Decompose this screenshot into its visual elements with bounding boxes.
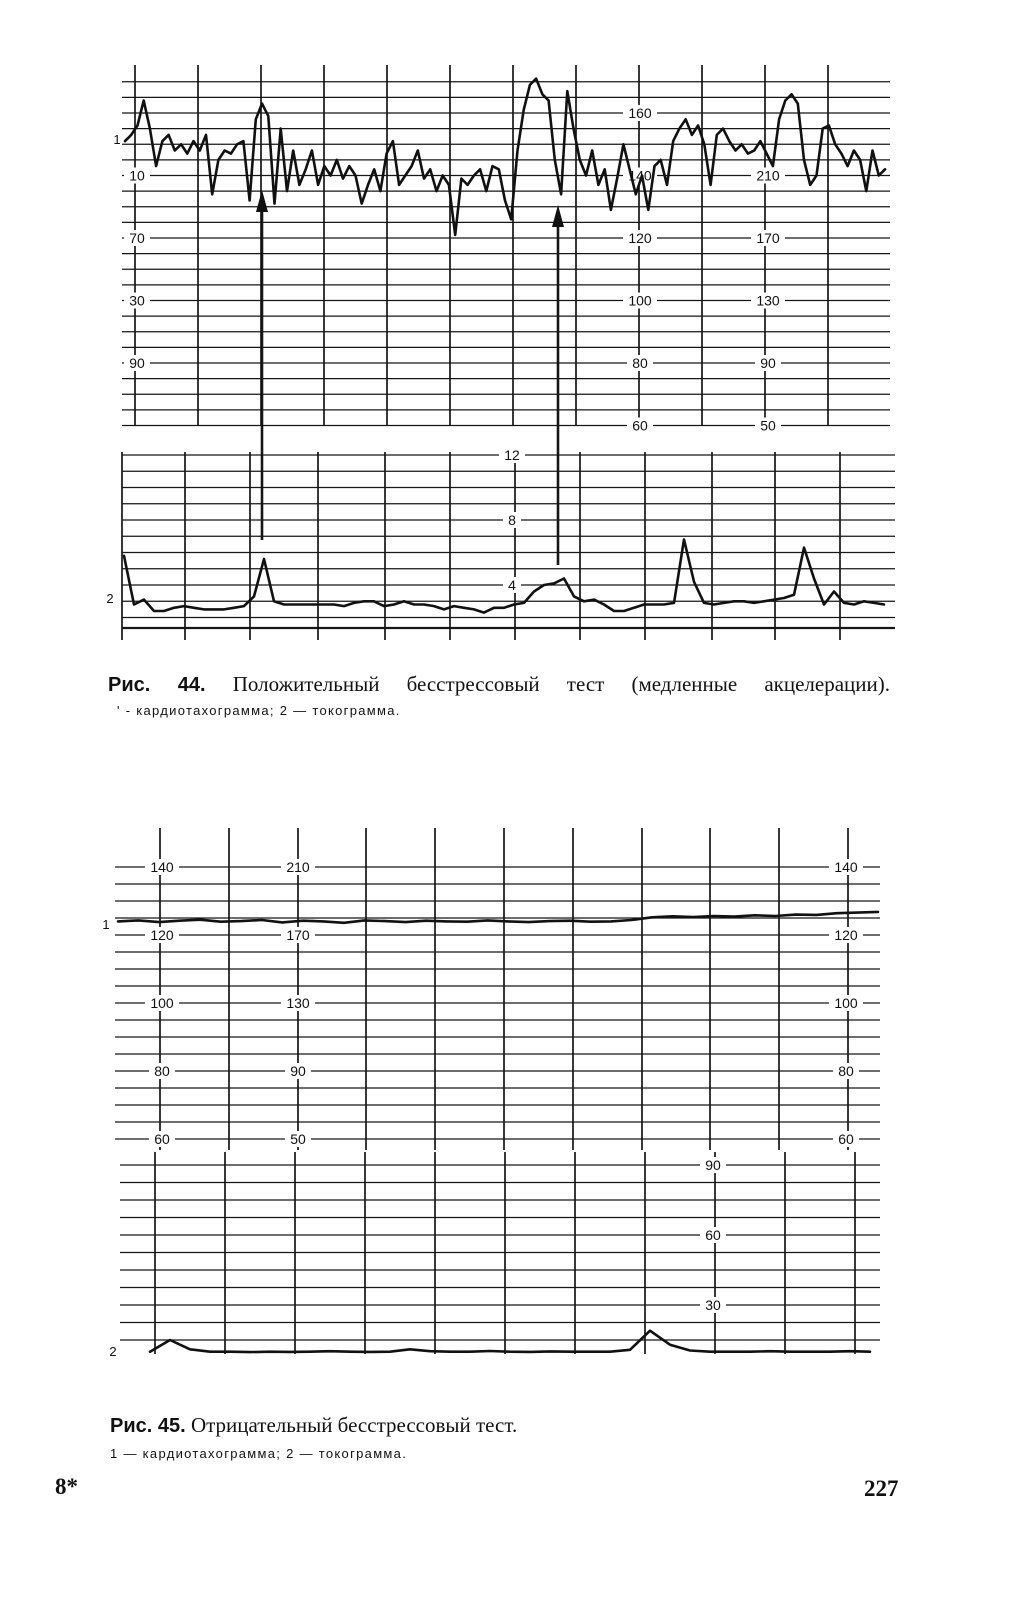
arrow-head <box>256 190 268 212</box>
series-label: 2 <box>109 1344 117 1359</box>
tick-label: 160 <box>628 105 652 121</box>
tick-label: 90 <box>290 1063 306 1079</box>
trace-line <box>125 79 885 235</box>
figure-45-caption-text: Отрицательный бесстрессовый тест. <box>190 1413 518 1437</box>
tick-label: 80 <box>632 355 648 371</box>
tick-label: 140 <box>834 859 858 875</box>
tick-label: 100 <box>834 995 858 1011</box>
tick-label: 120 <box>834 927 858 943</box>
tick-label: 210 <box>756 167 780 184</box>
tick-label: 4 <box>508 577 516 593</box>
tick-label: 70 <box>129 230 145 246</box>
trace-line <box>150 1331 870 1352</box>
figure-44-legend: ' - кардиотахограмма; 2 — токограмма. <box>117 703 401 718</box>
tick-label: 120 <box>628 230 652 246</box>
figure-44-chart <box>106 65 895 640</box>
tick-label: 90 <box>760 355 776 371</box>
tick-label: 170 <box>756 230 780 246</box>
tick-label: 210 <box>286 859 310 875</box>
page-number: 227 <box>864 1476 899 1501</box>
tick-label: 90 <box>705 1157 721 1173</box>
figure-44-caption <box>108 671 890 698</box>
arrow-head <box>552 205 564 227</box>
tick-label: 60 <box>838 1131 854 1147</box>
tick-label: 30 <box>129 292 145 309</box>
tocogram-panel <box>106 447 895 640</box>
tick-label: 90 <box>129 355 145 371</box>
signature-mark: 8* <box>55 1474 78 1499</box>
tick-label: 130 <box>756 292 780 309</box>
tick-label: 100 <box>150 995 174 1011</box>
cardiotachogram-panel <box>102 828 880 1150</box>
tick-label: 120 <box>150 927 174 943</box>
tick-label: 130 <box>286 995 310 1011</box>
tocogram-panel <box>109 1152 880 1359</box>
tick-label: 10 <box>129 167 145 184</box>
figure-44-caption-label: Рис. 44. <box>108 674 206 696</box>
tick-label: 60 <box>705 1226 721 1243</box>
tick-label: 8 <box>508 512 516 528</box>
series-label: 2 <box>106 591 114 606</box>
cardiotachogram-panel <box>113 65 890 434</box>
tick-label: 170 <box>286 927 310 943</box>
tick-label: 60 <box>154 1131 170 1147</box>
tick-label: 80 <box>838 1063 854 1079</box>
tick-label: 50 <box>290 1131 306 1147</box>
figure-45-legend: 1 — кардиотахограмма; 2 — токограмма. <box>110 1446 408 1461</box>
tick-label: 100 <box>628 292 652 309</box>
tick-label: 140 <box>628 167 652 184</box>
series-label: 1 <box>102 917 110 932</box>
tick-label: 80 <box>154 1063 170 1079</box>
tick-label: 30 <box>705 1296 721 1313</box>
tick-label: 12 <box>504 447 520 463</box>
figure-45-caption-label: Рис. 45. <box>110 1415 186 1437</box>
arrow <box>552 205 564 565</box>
series-label: 1 <box>113 132 121 147</box>
figure-44-caption-text: Положительный бесстрессовый тест (медленные акцелерации). <box>232 672 890 696</box>
figure-45-caption <box>110 1412 517 1439</box>
figure-45-chart <box>102 828 880 1359</box>
tick-label: 140 <box>150 859 174 875</box>
tick-label: 50 <box>760 417 776 434</box>
tick-label: 60 <box>632 417 648 434</box>
